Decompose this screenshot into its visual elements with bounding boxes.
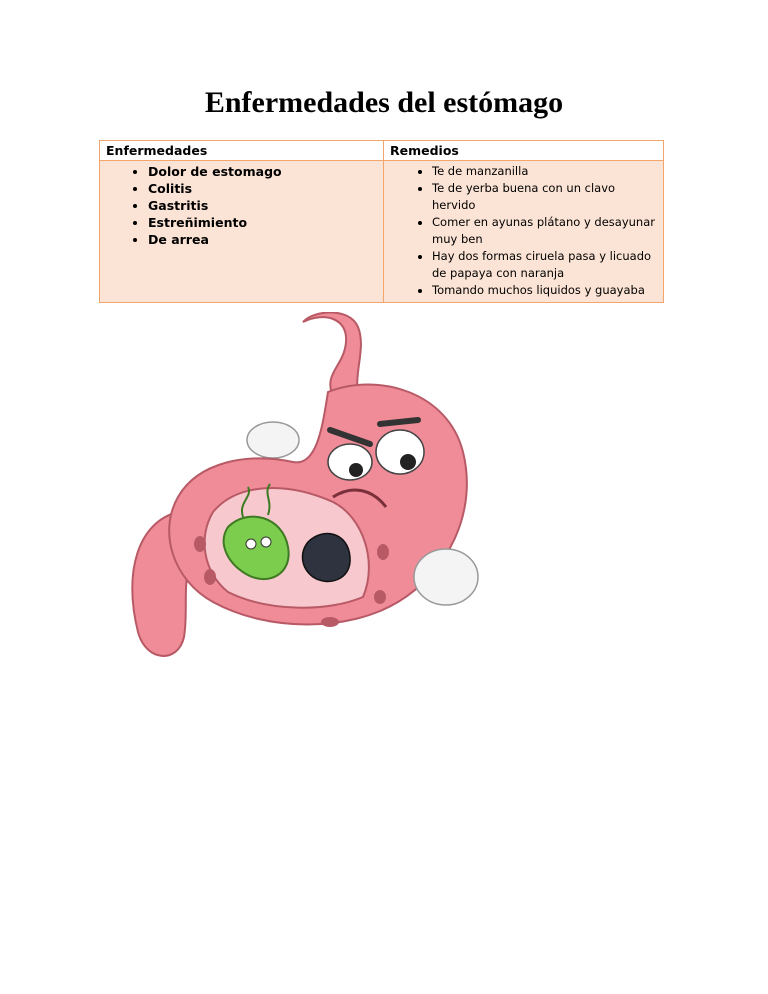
pupil — [400, 454, 416, 470]
wall-hole — [374, 590, 386, 604]
disease-item: • De arrea — [148, 231, 377, 248]
stomach-eye-left — [328, 444, 372, 480]
eyebrow — [380, 420, 418, 424]
remedy-item: • Comer en ayunas plátano y desayunar muy ben — [432, 214, 657, 248]
diseases-list — [106, 163, 377, 248]
disease-item: • Dolor de estomago — [148, 163, 377, 180]
diseases-cell — [100, 161, 384, 303]
wall-hole — [321, 617, 339, 627]
table-header-row — [100, 141, 664, 161]
remedies-list — [390, 163, 657, 299]
header-remedies: Remedios — [384, 141, 664, 161]
pupil — [349, 463, 363, 477]
sick-stomach-illustration — [118, 312, 538, 672]
wall-hole — [204, 569, 216, 585]
remedy-item: • Tomando muchos liquidos y guayaba — [432, 282, 657, 299]
disease-item: • Estreñimiento — [148, 214, 377, 231]
bacteria-eye — [246, 539, 256, 549]
right-fist — [414, 549, 478, 605]
disease-item: • Colitis — [148, 180, 377, 197]
wall-hole — [194, 536, 206, 552]
remedy-item: • Hay dos formas ciruela pasa y licuado de papaya con naranja — [432, 248, 657, 282]
bacteria-eye — [261, 537, 271, 547]
remedy-item: • Te de manzanilla — [432, 163, 657, 180]
remedies-cell — [384, 161, 664, 303]
diseases-remedies-table — [99, 140, 664, 303]
document-title: Enfermedades del estómago — [204, 86, 564, 119]
remedy-item: • Te de yerba buena con un clavo hervido — [432, 180, 657, 214]
wall-hole — [377, 544, 389, 560]
trash-bag — [303, 534, 351, 582]
disease-item: • Gastritis — [148, 197, 377, 214]
table-row — [100, 161, 664, 303]
stomach-eye-right — [376, 430, 424, 474]
header-diseases: Enfermedades — [100, 141, 384, 161]
left-fist — [247, 422, 299, 458]
